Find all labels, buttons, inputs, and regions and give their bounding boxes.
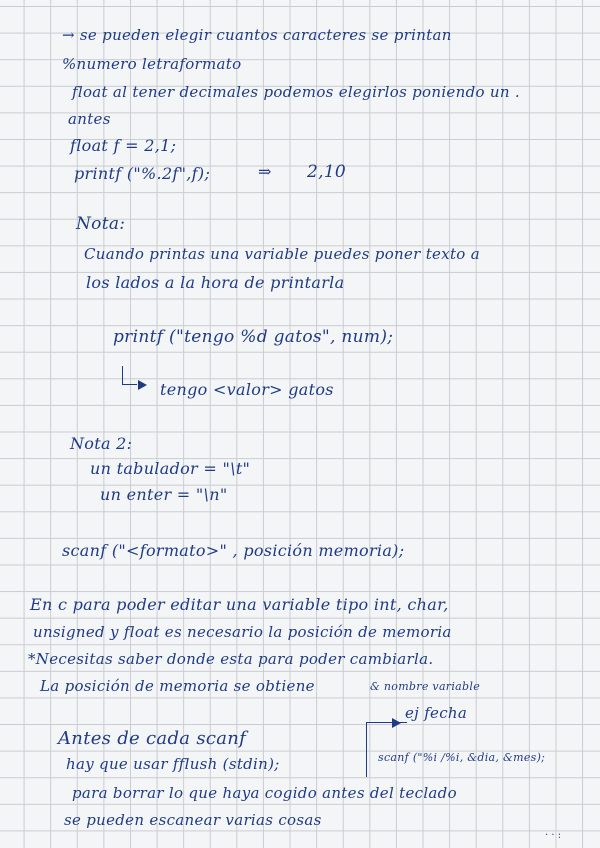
nota-1-line-1: Cuando printas una variable puedes poner texto a — [84, 245, 480, 263]
nota-2-title: Nota 2: — [70, 434, 133, 453]
scanf-syntax: scanf ("<formato>" , posición memoria); — [62, 541, 405, 560]
antes-line-2: hay que usar fflush (stdin); — [66, 755, 280, 773]
antes-line-4: se pueden escanear varias cosas — [64, 811, 322, 829]
printf-example-result: 2,10 — [307, 162, 347, 182]
example-label: ej fecha — [405, 704, 468, 722]
result-arrow-icon: ⇒ — [258, 162, 272, 181]
note-line-3: float al tener decimales podemos elegirlos poniendo un . — [72, 83, 520, 101]
c-line-4-small: & nombre variable — [370, 680, 481, 693]
note-line-1: → se pueden elegir cuantos caracteres se printan — [62, 26, 452, 44]
antes-line-1: Antes de cada scanf — [58, 728, 247, 749]
nota-1-line-2: los lados a la hora de printarla — [86, 273, 345, 292]
note-line-2: %numero letraformato — [62, 55, 242, 73]
note-line-4: antes — [68, 110, 111, 128]
corner-dots: · · : — [545, 830, 562, 841]
printf-example-code: printf ("%.2f",f); — [74, 164, 211, 183]
nota-2-line-2: un enter = "\n" — [100, 485, 228, 504]
sub-arrow-icon — [122, 366, 137, 385]
bracket-line — [366, 722, 407, 777]
c-line-4: La posición de memoria se obtiene — [40, 677, 315, 695]
c-line-1: En c para poder editar una variable tipo int, char, — [30, 595, 449, 614]
scanf-example: scanf ("%i /%i, &dia, &mes); — [378, 751, 546, 764]
nota-1-result: tengo <valor> gatos — [160, 380, 334, 399]
antes-line-3: para borrar lo que haya cogido antes del teclado — [72, 784, 457, 802]
nota-1-code: printf ("tengo %d gatos", num); — [113, 327, 394, 347]
c-line-3: *Necesitas saber donde esta para poder cambiarla. — [28, 650, 434, 668]
nota-1-title: Nota: — [76, 214, 126, 234]
note-line-5: float f = 2,1; — [70, 136, 177, 155]
c-line-2: unsigned y float es necesario la posición de memoria — [33, 623, 452, 641]
nota-2-line-1: un tabulador = "\t" — [90, 459, 251, 478]
bracket-arrow-icon — [392, 718, 401, 728]
